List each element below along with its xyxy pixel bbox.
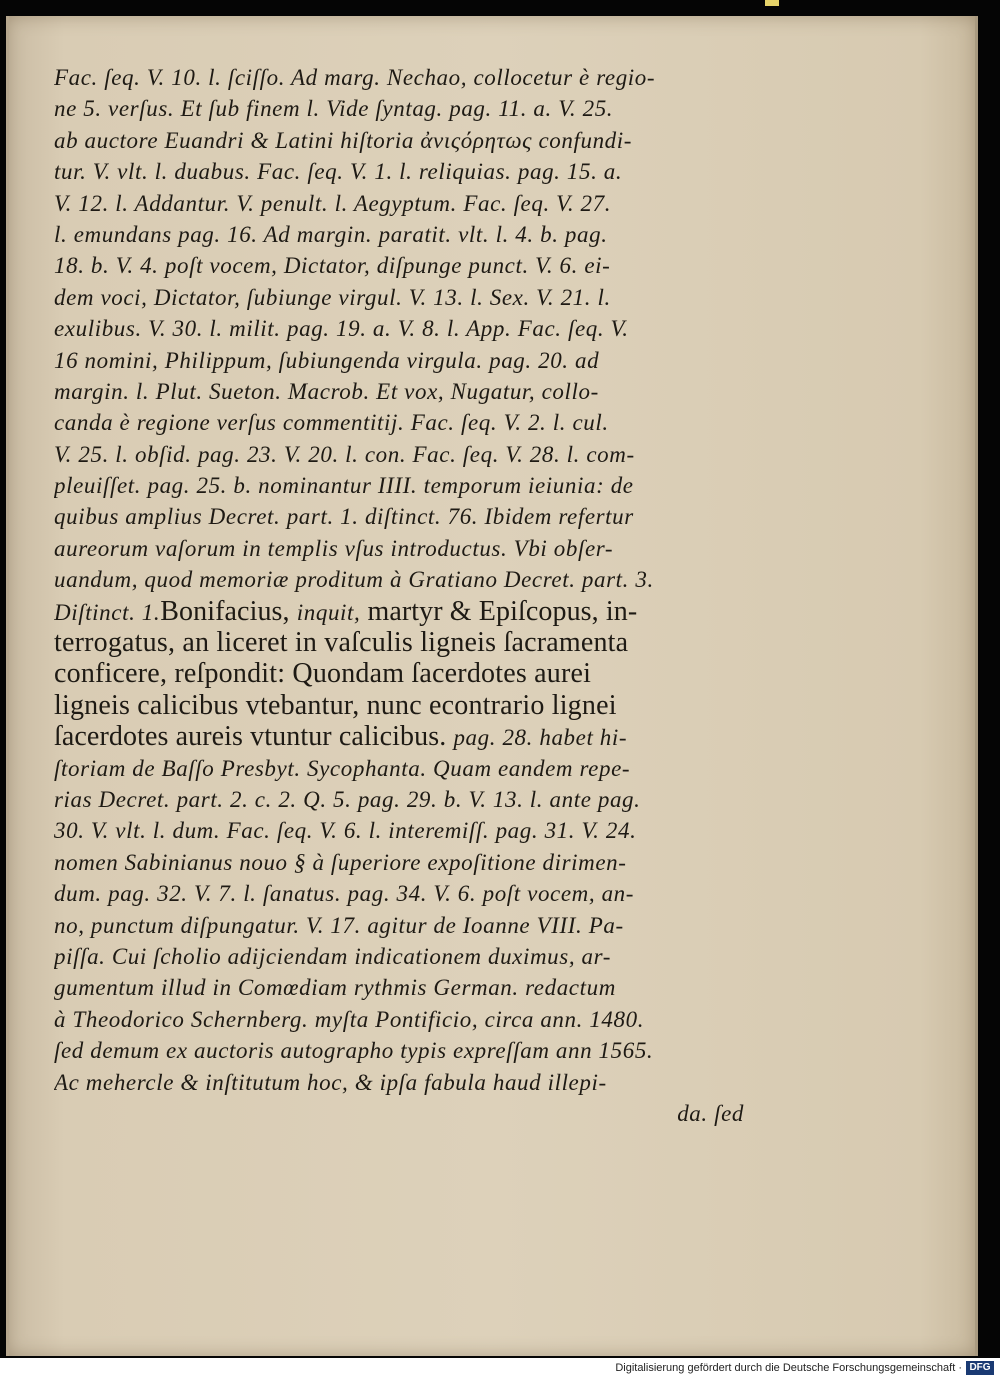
color-target-mark — [765, 0, 779, 6]
text-line: nomen Sabinianus nouo § à ſuperiore expoſitione dirimen- — [54, 849, 627, 875]
text-line: no, punctum diſpungatur. V. 17. agitur de Ioanne VIII. Pa- — [54, 912, 624, 938]
italic-span: pag. 28. habet hi- — [453, 725, 628, 751]
text-line: rias Decret. part. 2. c. 2. Q. 5. pag. 29. b. V. 13. l. ante pag. — [54, 786, 641, 812]
text-line: quibus amplius Decret. part. 1. diſtinct. 76. Ibidem refertur — [54, 504, 634, 530]
text-line: exulibus. V. 30. l. milit. pag. 19. a. V. 8. l. App. Fac. ſeq. V. — [54, 316, 629, 342]
book-page — [6, 16, 978, 1356]
text-line: gumentum illud in Comœdiam rythmis German. redactum — [54, 975, 616, 1001]
text-line: aureorum vaſorum in templis vſus introductus. Vbi obſer- — [54, 535, 614, 561]
text-line: piſſa. Cui ſcholio adijciendam indicationem duximus, ar- — [54, 943, 611, 969]
catchword: da. ſed — [677, 1100, 744, 1126]
text-line-roman: ligneis calicibus vtebantur, nunc econtrario lignei — [54, 689, 617, 721]
text-line: ſed demum ex auctoris autographo typis expreſſam ann 1565. — [54, 1038, 654, 1064]
text-line: 18. b. V. 4. poſt vocem, Dictator, diſpunge punct. V. 6. ei- — [54, 253, 611, 279]
text-line: 16 nomini, Philippum, ſubiungenda virgula. pag. 20. ad — [54, 347, 600, 373]
text-line: dem voci, Dictator, ſubiunge virgul. V. 13. l. Sex. V. 21. l. — [54, 284, 611, 310]
text-line: 30. V. vlt. l. dum. Fac. ſeq. V. 6. l. interemiſſ. pag. 31. V. 24. — [54, 818, 637, 844]
funding-credit: Digitalisierung gefördert durch die Deutsche Forschungsgemeinschaft · — [615, 1362, 962, 1374]
text-line-mixed — [54, 596, 744, 627]
text-line: margin. l. Plut. Sueton. Macrob. Et vox, Nugatur, collo- — [54, 378, 599, 404]
text-line: pleuiſſet. pag. 25. b. nominantur IIII. temporum ieiunia: de — [54, 473, 634, 499]
italic-span: inquit, — [296, 599, 361, 625]
text-line: ne 5. verſus. Et ſub finem l. Vide ſyntag. pag. 11. a. V. 25. — [54, 96, 614, 122]
text-line: Ac mehercle & inſtitutum hoc, & ipſa fabula haud illepi- — [54, 1069, 607, 1095]
footer-bar — [0, 1358, 1000, 1378]
text-line: tur. V. vlt. l. duabus. Fac. ſeq. V. 1. l. reliquias. pag. 15. a. — [54, 159, 623, 185]
text-line: canda è regione verſus commentitij. Fac. ſeq. V. 2. l. cul. — [54, 410, 609, 436]
dfg-logo: DFG — [966, 1361, 994, 1375]
page-text-block — [54, 62, 744, 1129]
text-line: à Theodorico Schernberg. myſta Pontificio, circa ann. 1480. — [54, 1006, 645, 1032]
text-line: Fac. ſeq. V. 10. l. ſciſſo. Ad marg. Nechao, collocetur è regio- — [54, 65, 656, 90]
text-line: ab auctore Euandri & Latini hiſtoria ἀνιςόρητως confundi- — [54, 127, 633, 153]
text-line-roman: terrogatus, an liceret in vaſculis ligneis ſacramenta — [54, 627, 629, 659]
text-line: l. emundans pag. 16. Ad margin. paratit. vlt. l. 4. b. pag. — [54, 221, 608, 247]
roman-span: Bonifacius, — [160, 595, 297, 627]
italic-span: Diſtinct. 1. — [54, 599, 161, 625]
text-line-mixed — [54, 721, 744, 752]
text-line: V. 25. l. obſid. pag. 23. V. 20. l. con. Fac. ſeq. V. 28. l. com- — [54, 441, 635, 467]
roman-span: martyr & Epiſcopus, in- — [360, 595, 638, 627]
text-line-roman: conficere, reſpondit: Quondam ſacerdotes aurei — [54, 658, 592, 690]
text-line: uandum, quod memoriæ proditum à Gratiano Decret. part. 3. — [54, 567, 654, 593]
page-edge-left — [6, 16, 9, 1356]
page-edge-right — [975, 16, 978, 1356]
roman-span: ſacerdotes aureis vtuntur calicibus. — [54, 721, 454, 753]
text-line: V. 12. l. Addantur. V. penult. l. Aegyptum. Fac. ſeq. V. 27. — [54, 190, 612, 216]
text-line: ſtoriam de Baſſo Presbyt. Sycophanta. Quam eandem repe- — [54, 755, 631, 781]
text-line: dum. pag. 32. V. 7. l. ſanatus. pag. 34. V. 6. poſt vocem, an- — [54, 881, 635, 907]
